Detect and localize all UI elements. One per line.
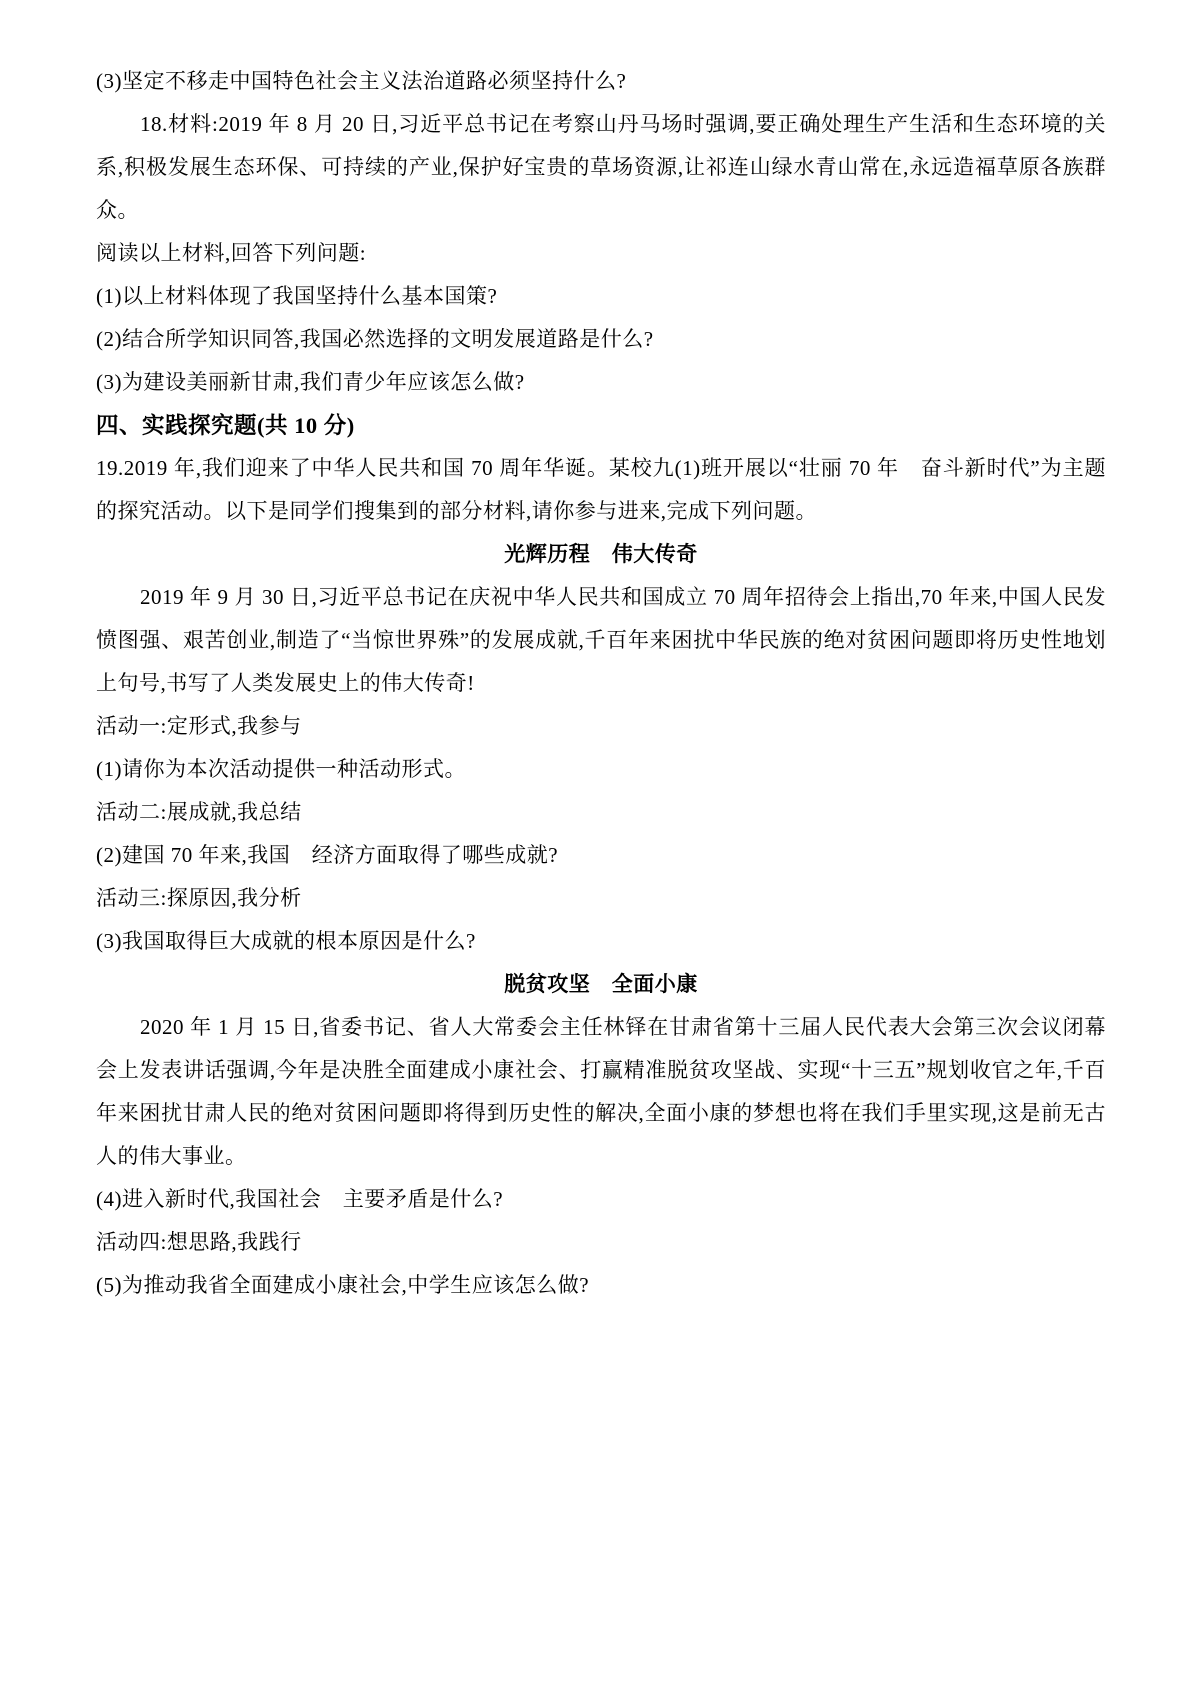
question-line: (1)以上材料体现了我国坚持什么基本国策? [96,284,498,308]
material-title: 脱贫攻坚 全面小康 [504,972,698,996]
question-line: (5)为推动我省全面建成小康社会,中学生应该怎么做? [96,1273,590,1297]
question-line: (3)坚定不移走中国特色社会主义法治道路必须坚持什么? [96,69,627,93]
question-line: (2)结合所学知识同答,我国必然选择的文明发展道路是什么? [96,327,654,351]
activity-heading: 活动一:定形式,我参与 [96,714,302,738]
instruction-line: 阅读以上材料,回答下列问题: [96,241,367,265]
question-line: (3)我国取得巨大成就的根本原因是什么? [96,929,476,953]
intro-paragraph: 19.2019 年,我们迎来了中华人民共和国 70 周年华诞。某校九(1)班开展以“壮丽 70 年 奋斗新时代”为主题的探究活动。以下是同学们搜集到的部分材料,请你参与进来,完成下列问题。 [96,456,1106,523]
activity-heading: 活动二:展成就,我总结 [96,800,302,824]
section-heading: 四、实践探究题(共 10 分) [96,413,355,438]
activity-heading: 活动三:探原因,我分析 [96,886,302,910]
question-line: (1)请你为本次活动提供一种活动形式。 [96,757,466,781]
material-paragraph: 2019 年 9 月 30 日,习近平总书记在庆祝中华人民共和国成立 70 周年招待会上指出,70 年来,中国人民发愤图强、艰苦创业,制造了“当惊世界殊”的发展成就,千百年来困扰中华民族的绝对贫困问题即将历史性地划上句号,书写了人类发展史上的伟大传奇! [96,585,1106,695]
material-paragraph: 18.材料:2019 年 8 月 20 日,习近平总书记在考察山丹马场时强调,要正确处理生产生活和生态环境的关系,积极发展生态环保、可持续的产业,保护好宝贵的草场资源,让祁连山绿水青山常在,永远造福草原各族群众。 [96,112,1106,222]
activity-heading: 活动四:想思路,我践行 [96,1230,302,1254]
question-line: (4)进入新时代,我国社会 主要矛盾是什么? [96,1187,504,1211]
material-paragraph: 2020 年 1 月 15 日,省委书记、省人大常委会主任林铎在甘肃省第十三届人民代表大会第三次会议闭幕会上发表讲话强调,今年是决胜全面建成小康社会、打赢精准脱贫攻坚战、实现“十三五”规划收官之年,千百年来困扰甘肃人民的绝对贫困问题即将得到历史性的解决,全面小康的梦想也将在我们手里实现,这是前无古人的伟大事业。 [96,1015,1106,1168]
question-line: (2)建国 70 年来,我国 经济方面取得了哪些成就? [96,843,559,867]
question-line: (3)为建设美丽新甘肃,我们青少年应该怎么做? [96,370,525,394]
material-title: 光辉历程 伟大传奇 [504,542,698,566]
